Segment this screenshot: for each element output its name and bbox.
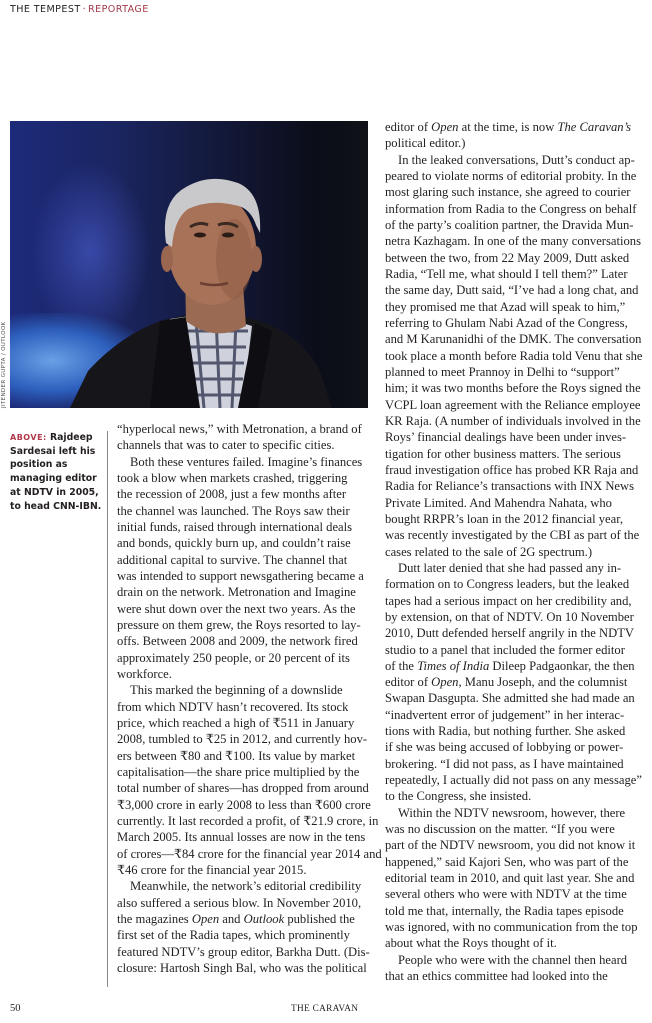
figure-ear (161, 246, 173, 272)
text-line: if she was being accused of lobbying or power- (385, 740, 624, 755)
text-line: initial funds, raised through international deals (117, 519, 353, 534)
caption-text: Rajdeep Sardesai left his position as managing editor at NDTV in 2005, to head CNN-IBN. (10, 432, 102, 512)
text-line: offs. Between 2008 and 2009, the network fired (117, 634, 358, 649)
text-line: bought RRPR’s loan in the 2012 financial year, (385, 511, 624, 526)
text-line: peared to violate norms of editorial probity. In the (385, 168, 637, 183)
text-line: currently. It last recorded a profit, of ₹21.9 crore, in (117, 813, 379, 828)
text-line: Dutt later denied that she had passed any in- (398, 560, 622, 575)
paragraph (117, 454, 375, 683)
text-line: that an ethics committee had looked into the (385, 969, 608, 984)
text-line: Swapan Dasgupta. She admitted she had made an (385, 691, 635, 706)
text-line: they promised me that Azad will speak to him,” (385, 299, 626, 314)
paragraph (385, 952, 647, 985)
text-line: formation on to Congress leaders, but the leaked (385, 577, 630, 592)
text-line: closure: Hartosh Singh Bal, who was the political (117, 960, 367, 975)
text-line: tions with Radia, but nothing further. She asked (385, 724, 626, 739)
figure-face-shade (216, 219, 252, 299)
text-line: were shut down over the next two years. As the (117, 601, 356, 616)
text-line: was recently investigated by the CBI as part of the (385, 528, 640, 543)
paragraph (385, 805, 647, 952)
subsection-name: REPORTAGE (88, 4, 149, 15)
text-line: “hyperlocal news,” with Metronation, a brand of (117, 422, 362, 436)
magazine-name: THE CARAVAN (291, 1004, 359, 1014)
text-line: ers between ₹80 and ₹100. Its value by market (117, 748, 356, 763)
running-header (10, 4, 149, 15)
text-line: of crores—₹84 crore for the financial year 2014 and (117, 846, 382, 861)
text-line: to the Congress, she insisted. (385, 789, 532, 804)
text-line: In the leaked conversations, Dutt’s conduct ap- (398, 152, 635, 167)
page-number: 50 (10, 1003, 21, 1014)
text-line: 2008, tumbled to ₹25 in 2012, and currently hov- (117, 732, 368, 747)
text-line: editorial team in 2010, and quit last year. She and (385, 871, 635, 886)
text-line: political editor.) (385, 136, 466, 151)
text-line: of the party’s coalition partner, the Dravida Mun- (385, 217, 634, 232)
text-line: part of the NDTV newsroom, you did not know it (385, 838, 636, 853)
text-line: Radia, “Tell me, what should I tell them?” Later (385, 266, 628, 281)
section-name: THE TEMPEST (10, 4, 81, 15)
text-line: was no discussion on the matter. “If you were (385, 822, 615, 837)
text-line: editor of Open at the time, is now The Caravan’s (385, 120, 632, 134)
text-line: channels that was to cater to specific cities. (117, 438, 335, 453)
text-line: drain on the network. Metronation and Imagine (117, 585, 356, 600)
article-photo (10, 121, 368, 408)
text-line: Within the NDTV newsroom, however, there (398, 805, 626, 820)
text-line: him; it was two months before the Roys signed the (385, 381, 641, 396)
text-line: was ignored, with no communication from the top (385, 920, 638, 935)
text-line: “inadvertent error of judgement” in her interac- (385, 707, 625, 722)
text-line: took place a month before Radia told Venu that she (385, 348, 643, 363)
text-line: Roys’ financial dealings have been under inves- (385, 430, 627, 445)
text-line: and bonds, quickly burn up, and couldn’t raise (117, 536, 351, 551)
text-line: and M Karunanidhi of the DMK. The conversation (385, 332, 642, 347)
text-line: the same day, Dutt said, “I’ve had a long chat, and (385, 283, 639, 298)
article-column-right (385, 119, 647, 984)
text-line: cases related to the sale of 2G spectrum.) (385, 544, 593, 559)
text-line: Both these ventures failed. Imagine’s finances (130, 454, 363, 469)
text-line: happened,” said Kajori Sen, who was part of the (385, 854, 629, 869)
text-line: told me that, internally, the Radia tapes episode (385, 903, 624, 918)
text-line: workforce. (117, 666, 172, 681)
text-line: from which NDTV hasn’t recovered. Its stock (117, 699, 349, 714)
text-line: editor of Open, Manu Joseph, and the columnist (385, 675, 628, 690)
text-line: tigation for other business matters. The serious (385, 446, 621, 461)
text-line: about what the Roys thought of it. (385, 936, 557, 951)
text-line: KR Raja. (A number of individuals involved in the (385, 413, 641, 428)
header-separator: · (82, 4, 87, 15)
text-line: featured NDTV’s group editor, Barkha Dutt. (Dis- (117, 944, 370, 959)
text-line: between the two, from 22 May 2009, Dutt asked (385, 250, 630, 265)
text-line: the channel was launched. The Roys saw their (117, 503, 350, 518)
text-line: additional capital to survive. The channel that (117, 552, 348, 567)
text-line: total number of shares—has dropped from around (117, 781, 369, 796)
text-line: VCPL loan agreement with the Reliance employee (385, 397, 641, 412)
text-line: also suffered a serious blow. In November 2010, (117, 895, 362, 910)
paragraph (117, 878, 375, 976)
text-line: fraud investigation office has probed KR Raja and (385, 462, 639, 477)
text-line: first set of the Radia tapes, which prominently (117, 928, 350, 943)
text-line: was intended to support newsgathering became a (117, 568, 364, 583)
text-line: studio to a panel that included the former editor (385, 642, 625, 657)
paragraph (385, 560, 647, 805)
text-line: People who were with the channel then heard (398, 952, 628, 967)
text-line: most glaring such instance, she agreed to courier (385, 185, 631, 200)
text-line: by extension, on that of NDTV. On 10 November (385, 609, 634, 624)
text-line: repeatedly, I actually did not pass on any message” (385, 773, 642, 788)
photo-caption (10, 431, 104, 513)
text-line: referring to Ghulam Nabi Azad of the Congress, (385, 315, 628, 330)
text-line: Radia for Reliance’s transactions with INX News (385, 479, 635, 494)
paragraph (117, 682, 382, 878)
paragraph (117, 421, 375, 454)
paragraph (385, 119, 647, 152)
column-rule (107, 431, 108, 987)
portrait-figure (10, 121, 368, 408)
text-line: Meanwhile, the network’s editorial credibility (130, 879, 362, 894)
text-line: the magazines Open and Outlook published the (117, 911, 355, 926)
text-line: planned to meet Prannoy in Delhi to “support” (385, 364, 620, 379)
text-line: pressure on them grew, the Roys resorted to lay- (117, 617, 361, 632)
caption-lead: ABOVE: (10, 433, 47, 442)
text-line: ₹46 crore for the financial year 2015. (117, 862, 307, 877)
paragraph (385, 152, 647, 560)
text-line: brokering. “I did not pass, as I have maintained (385, 756, 624, 771)
photo-credit: JITENDER GUPTA / OUTLOOK (1, 321, 7, 408)
article-column-middle (117, 421, 382, 976)
text-line: the recession of 2008, just a few months after (117, 487, 347, 502)
text-line: netra Kazhagam. In one of the many conversations (385, 234, 641, 249)
text-line: ₹3,000 crore in early 2008 to less than ₹600 crore (117, 797, 371, 812)
text-line: 2010, Dutt defended herself angrily in the NDTV (385, 626, 635, 641)
text-line: of the Times of India Dileep Padgaonkar, the then (385, 658, 635, 673)
text-line: price, which reached a high of ₹511 in January (117, 715, 355, 730)
text-line: approximately 250 people, or 20 percent of its (117, 650, 350, 665)
text-line: several others who were with NDTV at the time (385, 887, 627, 902)
text-line: took a blow when markets crashed, triggering (117, 470, 348, 485)
text-line: March 2005. Its annual losses are now in the tens (117, 830, 366, 845)
text-line: capitalisation—the share price multiplied by the (117, 764, 360, 779)
text-line: information from Radia to the Congress on behalf (385, 201, 637, 216)
text-line: Private Limited. And Mahendra Nahata, who (385, 495, 612, 510)
text-line: This marked the beginning of a downslide (130, 683, 343, 698)
text-line: tapes had a serious impact on her credibility and, (385, 593, 632, 608)
